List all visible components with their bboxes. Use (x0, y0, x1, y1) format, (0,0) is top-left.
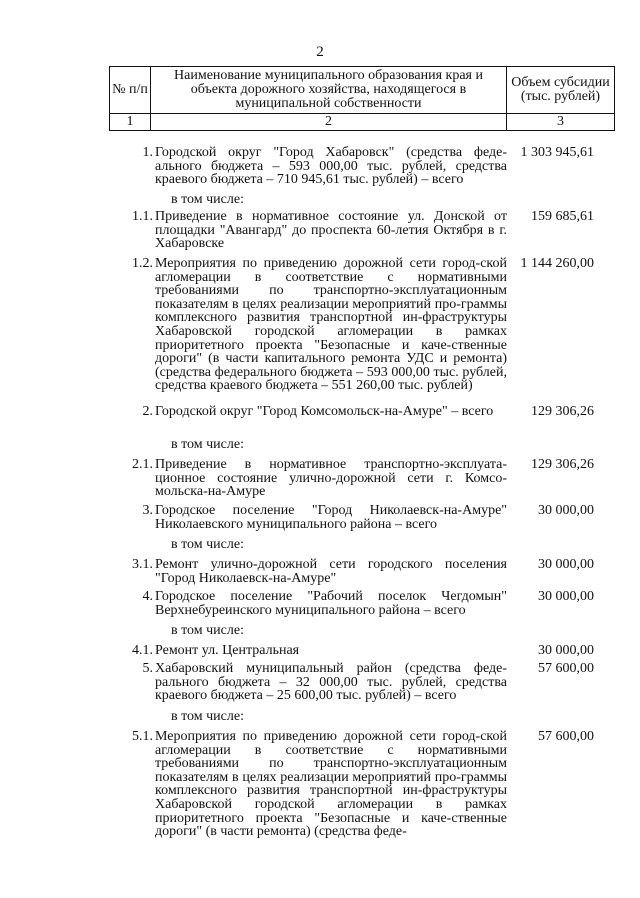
page-number: 2 (316, 44, 324, 60)
row-number: 1. (142, 145, 153, 160)
row-text: Приведение в нормативное состояние ул. Донской от площадки "Авангард" до проспекта 60-летия Октября в г. Хабаровске (155, 209, 507, 252)
row-text: Городское поселение "Город Николаевск-на-Амуре" Николаевского муниципального района – всего (155, 503, 507, 532)
row-number: 1.1. (132, 209, 153, 224)
row-text: Городской округ "Город Комсомольск-на-Амуре" – всего (155, 404, 494, 419)
row-number: 1.2. (132, 256, 153, 271)
row-text: Городское поселение "Рабочий поселок Чегдомын" Верхнебуреинского муниципального района – всего (155, 589, 507, 618)
row-number: 2. (142, 404, 153, 419)
row-value: 129 306,26 (531, 404, 594, 419)
row-number: 5.1. (132, 729, 153, 744)
row-value: 1 303 945,61 (520, 145, 594, 160)
table-header (109, 66, 615, 131)
row-subheading: в том числе: (171, 437, 244, 452)
row-number: 4.1. (132, 643, 153, 658)
row-text: Ремонт ул. Центральная (155, 643, 300, 658)
row-text: Мероприятия по приведению дорожной сети город-ской агломерации в соответствие с нормативными требованиями по транспортно-эксплуатационным показателям в целях реализации мероприятий про-граммы комплексного развития транспортной ин-фраструктуры Хабаровской городской агломерации в рамках приоритетного проекта "Безопасные и каче-ственные дороги" (в части капитального ремонта УДС и ремонта) (средства федерального бюджета – 593 000,00 тыс. рублей, средства краевого бюджета – 551 260,00 тыс. рублей) (155, 256, 507, 394)
row-subheading: в том числе: (171, 192, 244, 207)
row-number: 4. (142, 589, 153, 604)
row-value: 57 600,00 (538, 729, 594, 744)
row-text: Приведение в нормативное транспортно-эксплуата-ционное состояние улично-дорожной сети г. Комсо-мольска-на-Амуре (155, 457, 507, 500)
header-index-1: 1 (110, 114, 151, 131)
row-value: 1 144 260,00 (520, 256, 594, 271)
row-text: Хабаровский муниципальный район (средства феде-рального бюджета – 32 000,00 тыс. рублей, средства краевого бюджета – 25 600,00 тыс. рублей) – всего (155, 661, 507, 704)
row-subheading: в том числе: (171, 537, 244, 552)
row-number: 5. (142, 661, 153, 676)
header-index-2: 2 (151, 114, 507, 131)
row-subheading: в том числе: (171, 623, 244, 638)
row-text: Мероприятия по приведению дорожной сети город-ской агломерации в соответствие с нормативными требованиями по транспортно-эксплуатационным показателям в целях реализации мероприятий про-граммы комплексного развития транспортной ин-фраструктуры Хабаровской городской агломерации в рамках приоритетного проекта "Безопасные и каче-ственные дороги" (в части ремонта) (средства феде- (155, 729, 507, 840)
row-number: 3. (142, 503, 153, 518)
row-text: Ремонт улично-дорожной сети городского поселения "Город Николаевск-на-Амуре" (155, 557, 507, 586)
row-subheading: в том числе: (171, 709, 244, 724)
header-number-column: № п/п (110, 67, 151, 114)
row-value: 30 000,00 (538, 643, 594, 658)
row-value: 30 000,00 (538, 557, 594, 572)
row-value: 129 306,26 (531, 457, 594, 472)
header-name-column: Наименование муниципального образования края и объекта дорожного хозяйства, находящегося в муниципальной собственности (151, 67, 507, 114)
header-subsidy-column: Объем субсидии (тыс. рублей) (507, 67, 615, 114)
row-text: Городской округ "Город Хабаровск" (средства феде-ального бюджета – 593 000,00 тыс. рублей, средства краевого бюджета – 710 945,61 тыс. рублей) – всего (155, 145, 507, 188)
row-value: 30 000,00 (538, 589, 594, 604)
row-value: 159 685,61 (531, 209, 594, 224)
row-value: 30 000,00 (538, 503, 594, 518)
row-value: 57 600,00 (538, 661, 594, 676)
row-number: 2.1. (132, 457, 153, 472)
header-index-3: 3 (507, 114, 615, 131)
row-number: 3.1. (132, 557, 153, 572)
